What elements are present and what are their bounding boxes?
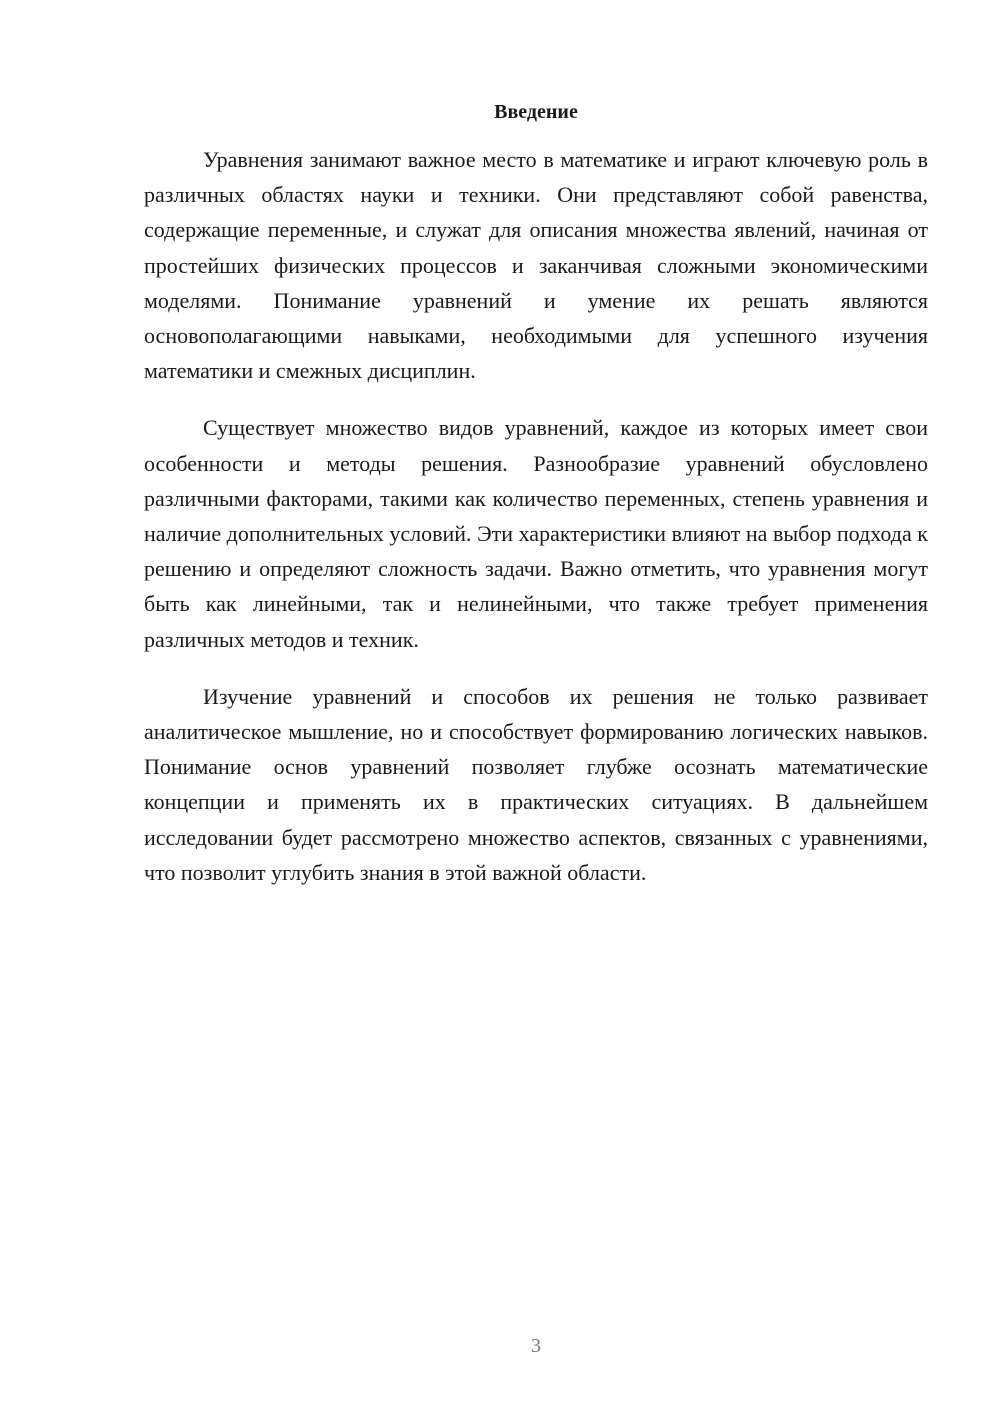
section-title: Введение [494, 101, 578, 123]
paragraph-3: Изучение уравнений и способов их решения не только развивает аналитическое мышление, но и способствует формированию логических навыков. Понимание основ уравнений позволяет глубже осознать математические концепции и применять их в практических ситуациях. В дальнейшем исследовании будет рассмотрено множество аспектов, связанных с уравнениями, что позволит углубить знания в этой важной области. [144, 683, 928, 885]
page-number: 3 [531, 1335, 541, 1357]
paragraph-2: Существует множество видов уравнений, каждое из которых имеет свои особенности и методы решения. Разнообразие уравнений обусловлено различными факторами, такими как количество переменных, степень уравнения и наличие дополнительных условий. Эти характеристики влияют на выбор подхода к решению и определяют сложность задачи. Важно отметить, что уравнения могут быть как линейными, так и нелинейными, что также требует применения различных методов и техник. [144, 415, 928, 652]
paragraph-1: Уравнения занимают важное место в математике и играют ключевую роль в различных областях науки и техники. Они представляют собой равенства, содержащие переменные, и служат для описания множества явлений, начиная от простейших физических процессов и заканчивая сложными экономическими моделями. Понимание уравнений и умение их решать являются основополагающими навыками, необходимыми для успешного изучения математики и смежных дисциплин. [144, 147, 928, 384]
body-text [144, 142, 928, 912]
